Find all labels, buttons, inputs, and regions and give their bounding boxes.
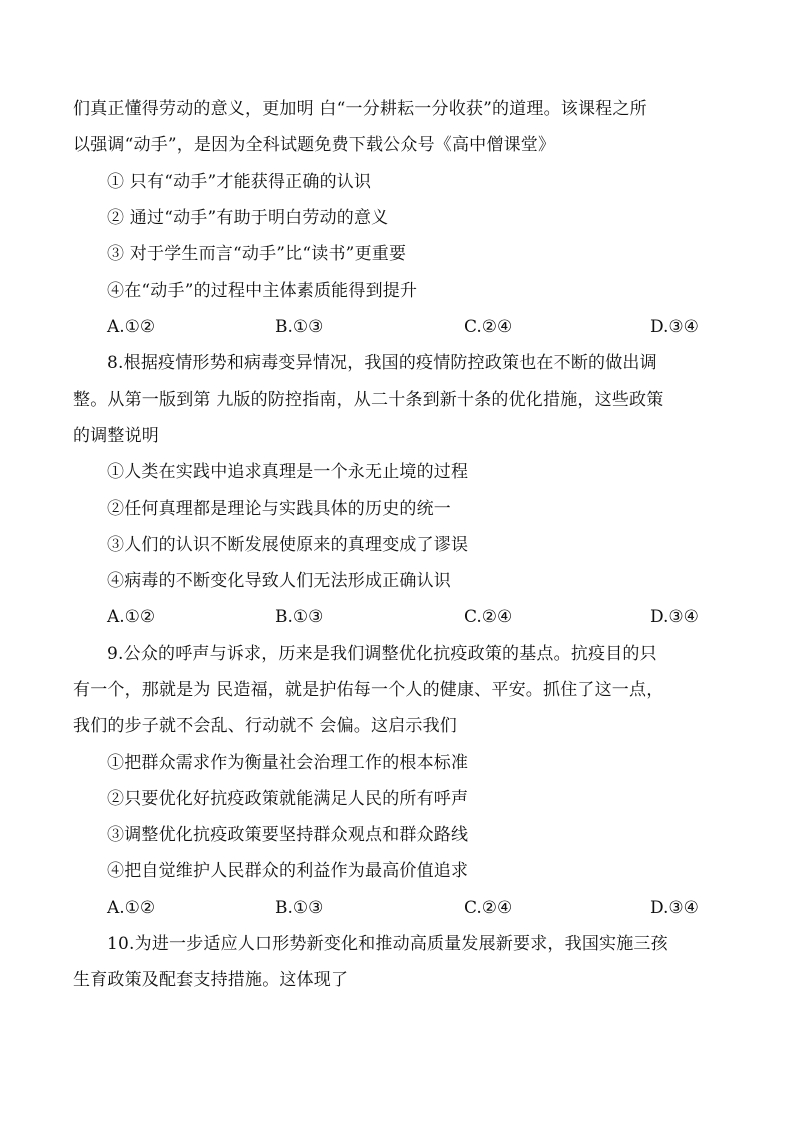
q7-answer-d: D.③④	[650, 317, 699, 337]
q10-stem-line-1: 10.为进一步适应人口形势新变化和推动高质量发展新要求，我国实施三孩	[107, 934, 668, 954]
q9-option-1: ①把群众需求作为衡量社会治理工作的根本标准	[107, 753, 469, 773]
q9-stem-line-3: 我们的步子就不会乱、行动就不 会偏。这启示我们	[73, 716, 458, 736]
q9-option-2: ②只要优化好抗疫政策就能满足人民的所有呼声	[107, 789, 469, 809]
q7-option-2: ② 通过“动手”有助于明白劳动的意义	[107, 208, 389, 228]
q7-option-4: ④在“动手”的过程中主体素质能得到提升	[107, 281, 418, 301]
q9-answer-d: D.③④	[650, 898, 699, 918]
q8-option-4: ④病毒的不断变化导致人们无法形成正确认识	[107, 571, 451, 591]
q8-answer-b: B.①③	[275, 607, 324, 627]
q7-answer-a: A.①②	[107, 317, 156, 337]
q7-answer-b: B.①③	[275, 317, 324, 337]
q9-option-3: ③调整优化抗疫政策要坚持群众观点和群众路线	[107, 825, 469, 845]
q8-answer-a: A.①②	[107, 607, 156, 627]
q9-stem-line-1: 9.公众的呼声与诉求，历来是我们调整优化抗疫政策的基点。抗疫目的只	[107, 644, 657, 664]
q7-option-1: ① 只有“动手”才能获得正确的认识	[107, 172, 372, 192]
q9-answer-b: B.①③	[275, 898, 324, 918]
q7-stem-line-1: 们真正懂得劳动的意义，更加明 白“一分耕耘一分收获”的道理。该课程之所	[73, 99, 647, 119]
q10-stem-line-2: 生育政策及配套支持措施。这体现了	[73, 970, 349, 990]
q8-stem-line-2: 整。从第一版到第 九版的防控指南，从二十条到新十条的优化措施，这些政策	[73, 390, 664, 410]
q8-stem-line-3: 的调整说明	[73, 426, 159, 446]
q8-option-2: ②任何真理都是理论与实践具体的历史的统一	[107, 499, 451, 519]
q7-stem-line-2: 以强调“动手”，是因为全科试题免费下载公众号《高中僧课堂》	[73, 135, 556, 155]
q7-answer-c: C.②④	[464, 317, 513, 337]
q9-stem-line-2: 有一个，那就是为 民造福，就是护佑每一个人的健康、平安。抓住了这一点，	[73, 680, 664, 700]
q9-option-4: ④把自觉维护人民群众的利益作为最高价值追求	[107, 861, 469, 881]
q8-answer-d: D.③④	[650, 607, 699, 627]
q9-answer-c: C.②④	[464, 898, 513, 918]
q8-option-3: ③人们的认识不断发展使原来的真理变成了谬误	[107, 535, 469, 555]
q7-option-3: ③ 对于学生而言“动手”比“读书”更重要	[107, 244, 407, 264]
q8-stem-line-1: 8.根据疫情形势和病毒变异情况，我国的疫情防控政策也在不断的做出调	[107, 353, 657, 373]
q8-option-1: ①人类在实践中追求真理是一个永无止境的过程	[107, 462, 469, 482]
q8-answer-c: C.②④	[464, 607, 513, 627]
q9-answer-a: A.①②	[107, 898, 156, 918]
